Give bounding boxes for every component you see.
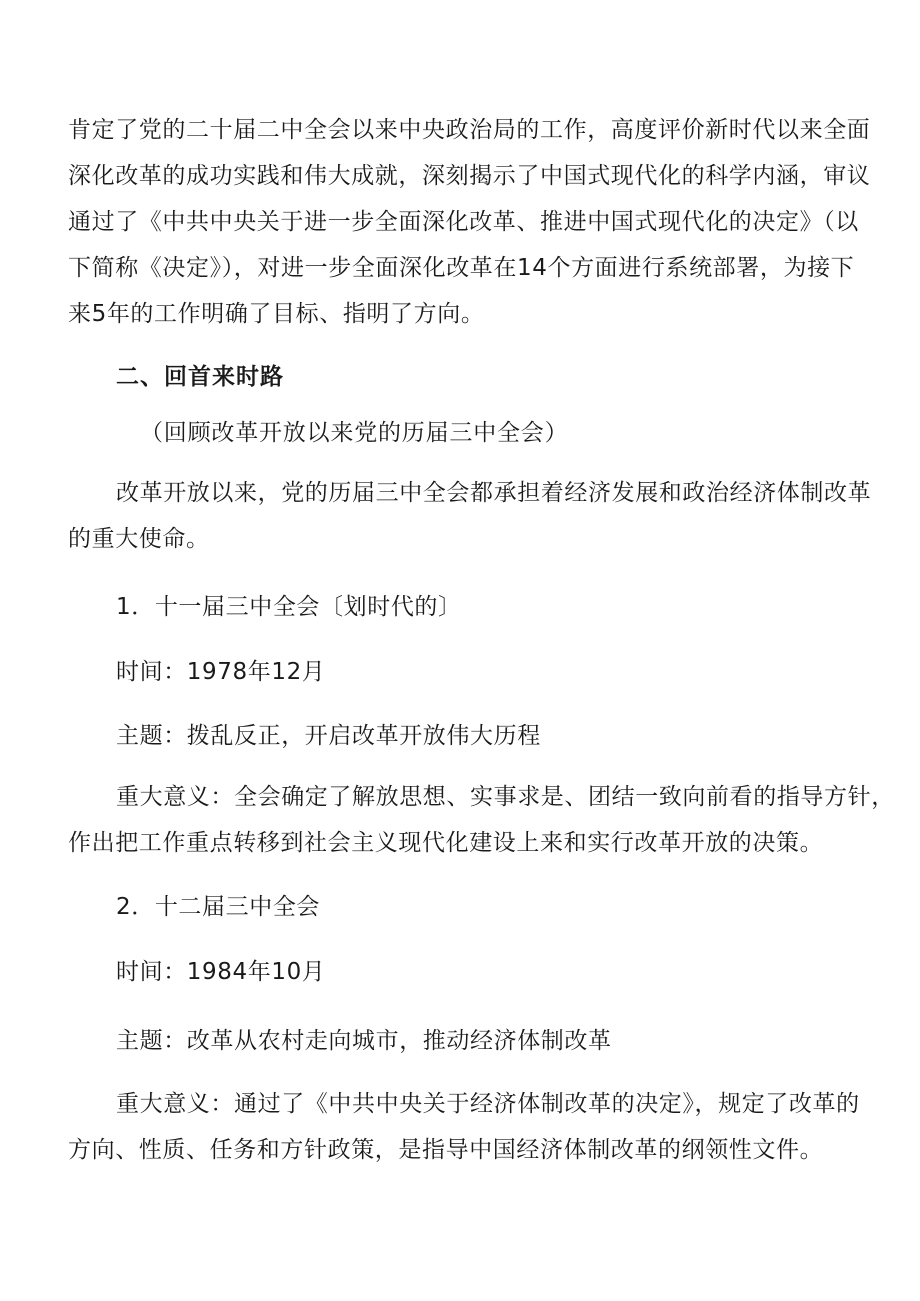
section-intro-paragraph	[68, 470, 872, 562]
session-2-theme: 主题：改革从农村走向城市，推动经济体制改革	[116, 1028, 612, 1054]
session-1-significance	[68, 774, 895, 866]
section-intro-line: 的重大使命。	[68, 526, 210, 552]
significance-line: 重大意义：全会确定了解放思想、实事求是、团结一致向前看的指导方针，	[116, 784, 895, 810]
intro-line: 深化改革的成功实践和伟大成就，深刻揭示了中国式现代化的科学内涵，审议	[68, 163, 871, 189]
session-2-title: 2．十二届三中全会	[116, 894, 321, 920]
intro-line: 来5年的工作明确了目标、指明了方向。	[68, 301, 485, 327]
section-intro-line: 改革开放以来，党的历届三中全会都承担着经济发展和政治经济体制改革	[116, 480, 872, 506]
intro-paragraph	[68, 107, 871, 337]
session-2-time: 时间：1984年10月	[116, 959, 326, 985]
session-1-time: 时间：1978年12月	[116, 659, 326, 685]
session-1-theme: 主题：拨乱反正，开启改革开放伟大历程	[116, 723, 541, 749]
significance-line: 重大意义：通过了《中共中央关于经济体制改革的决定》，规定了改革的	[116, 1091, 860, 1117]
intro-line: 下简称《决定》），对进一步全面深化改革在14个方面进行系统部署，为接下	[68, 255, 855, 281]
section-heading: 二、回首来时路	[116, 364, 284, 390]
section-subtitle: （回顾改革开放以来党的历届三中全会）	[140, 420, 569, 446]
session-2-significance	[68, 1081, 858, 1173]
intro-line: 肯定了党的二十届二中全会以来中央政治局的工作，高度评价新时代以来全面	[68, 117, 871, 143]
session-1-title: 1．十一届三中全会〔划时代的〕	[116, 594, 462, 620]
intro-line: 通过了《中共中央关于进一步全面深化改革、推进中国式现代化的决定》（以	[68, 209, 859, 235]
significance-line: 作出把工作重点转移到社会主义现代化建设上来和实行改革开放的决策。	[68, 830, 824, 856]
significance-line: 方向、性质、任务和方针政策，是指导中国经济体制改革的纲领性文件。	[68, 1137, 824, 1163]
